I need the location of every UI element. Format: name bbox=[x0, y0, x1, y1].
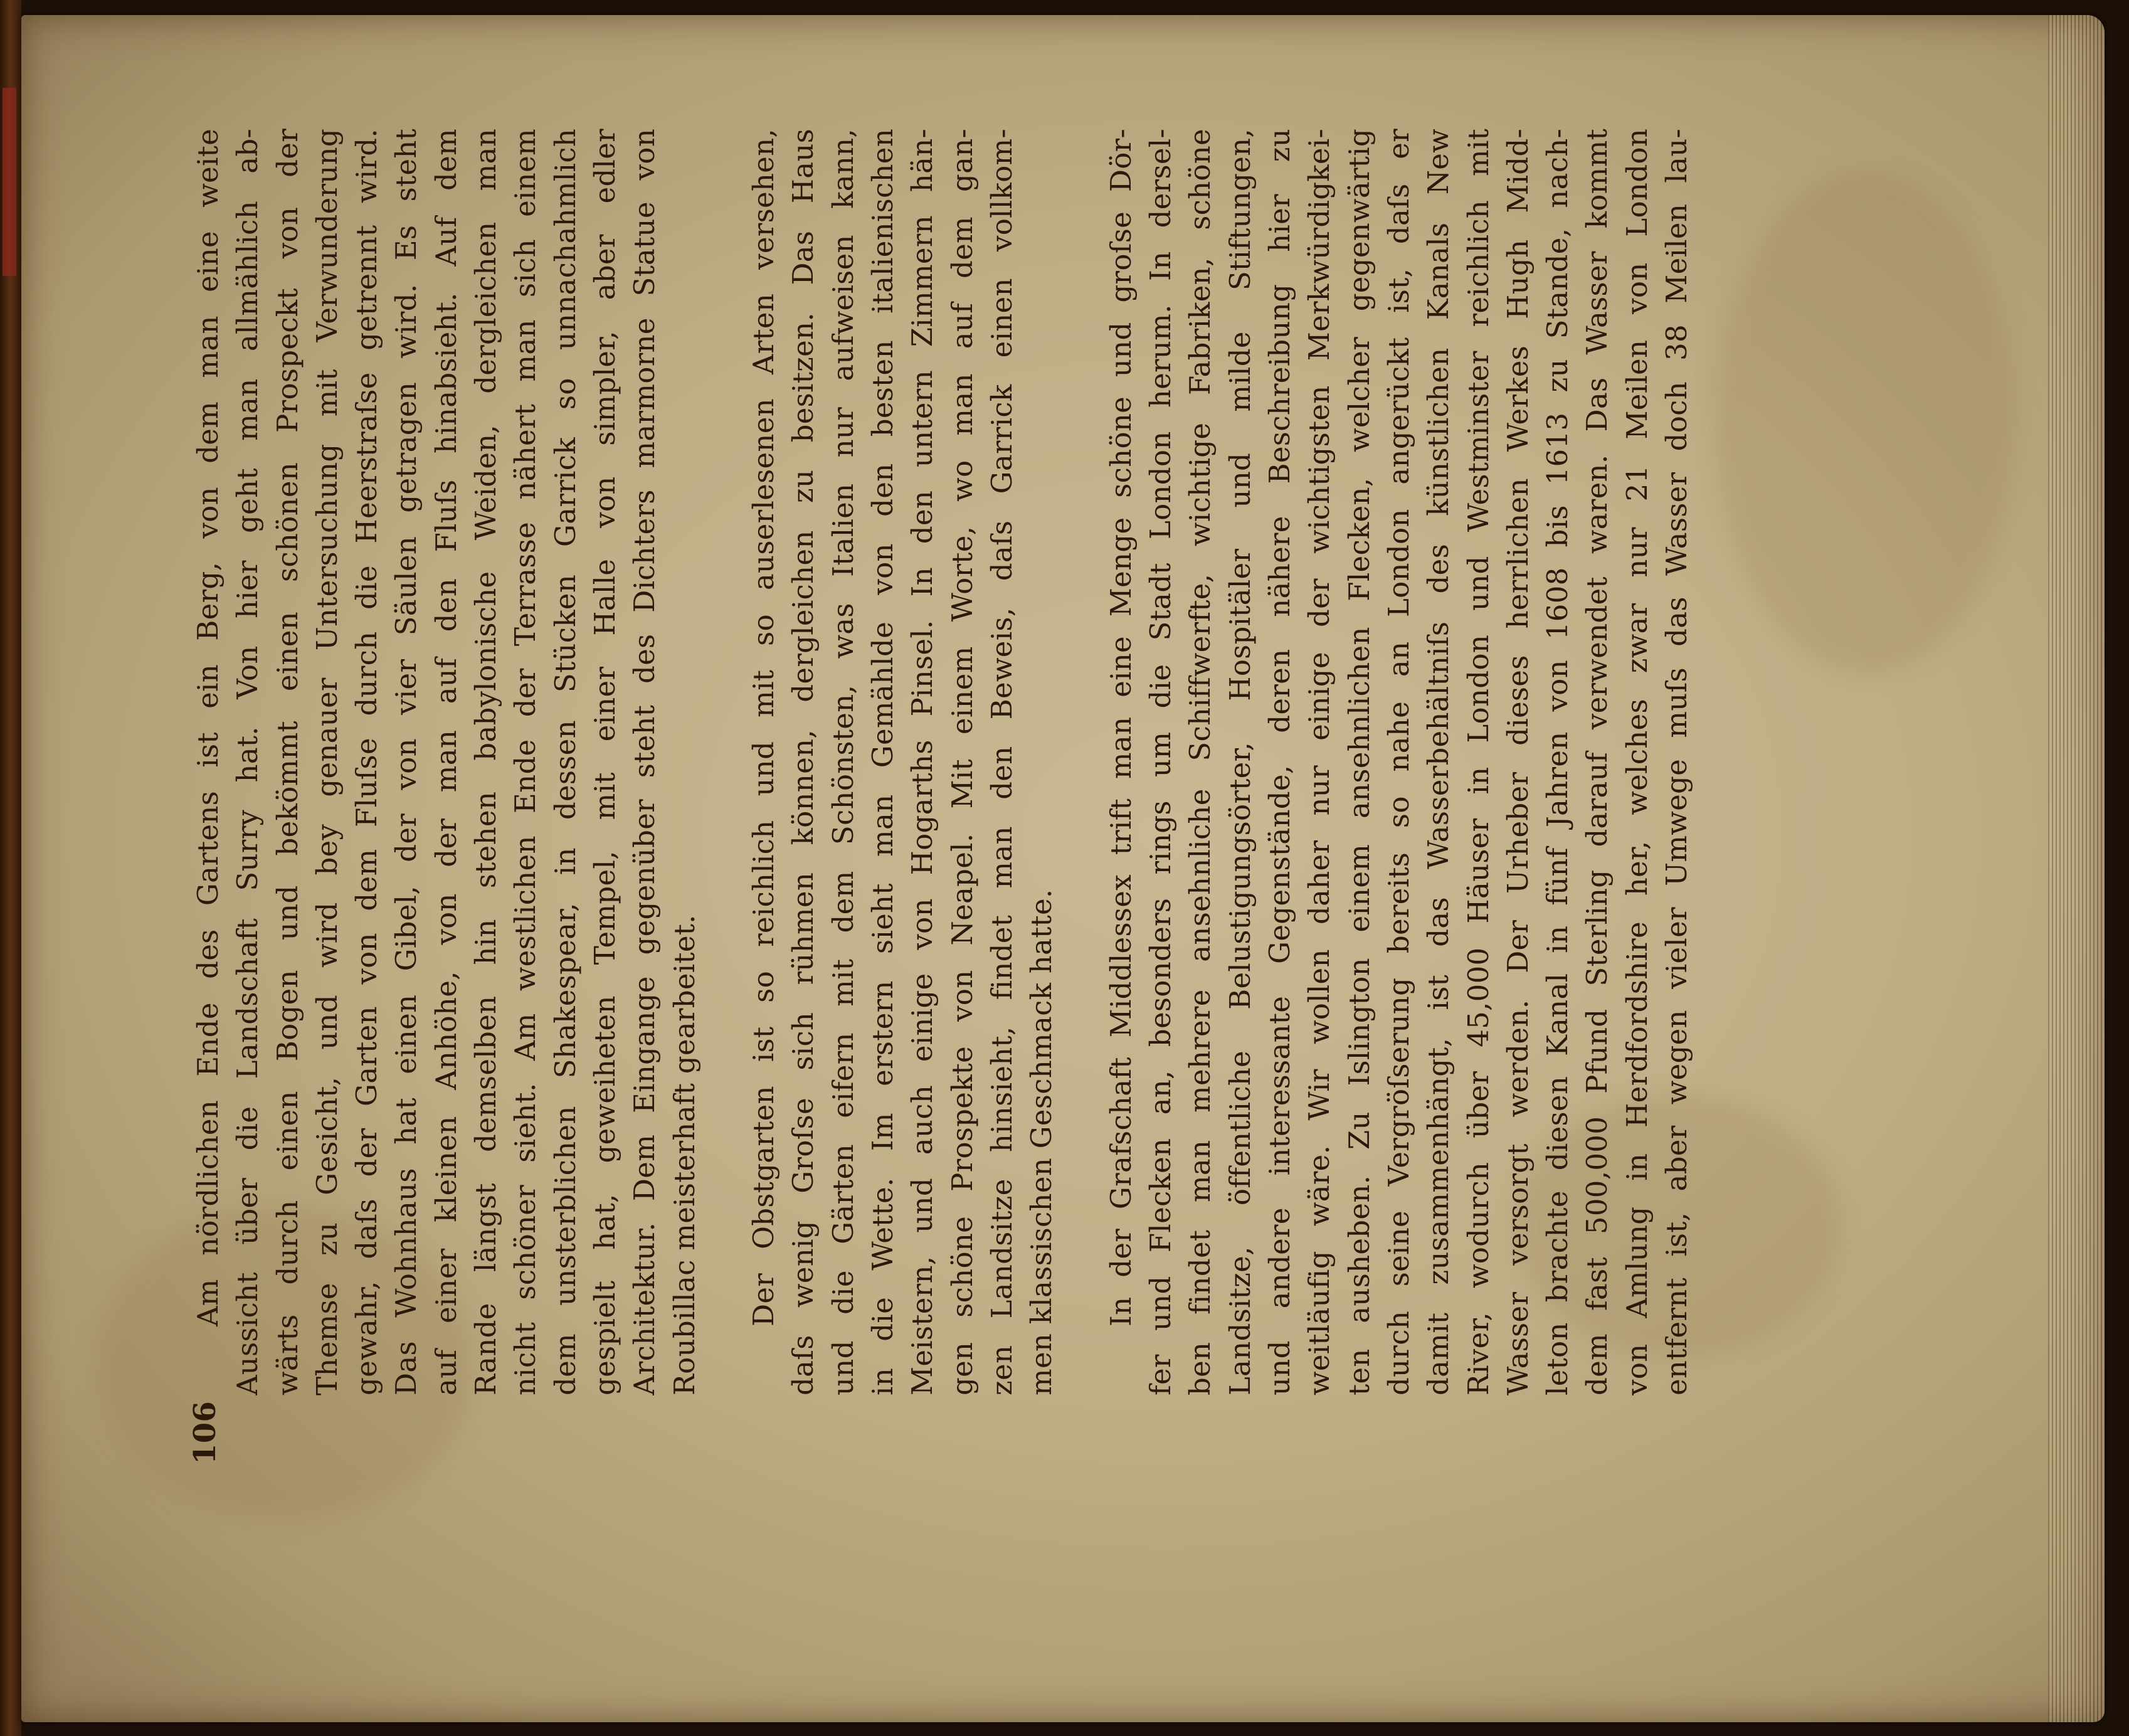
text-line: daſs wenig Groſse sich rühmen können, dergleichen zu besitzen. Das Haus bbox=[786, 129, 820, 1395]
text-line: Meistern, und auch einige von Hogarths Pinsel. In den untern Zimmern hän- bbox=[906, 129, 939, 1395]
text-line: Aussicht über die Landschaft Surry hat. Von hier geht man allmählich ab- bbox=[231, 129, 265, 1395]
paragraph bbox=[1101, 129, 1696, 1395]
text-line: und andere interessante Gegenstände, deren nähere Beschreibung hier zu bbox=[1263, 129, 1297, 1395]
text-line: dem fast 500,000 Pfund Sterling darauf verwendet waren. Das Wasser kommt bbox=[1580, 129, 1614, 1395]
text-line: und die Gärten eifern mit dem Schönsten, was Italien nur aufweisen kann, bbox=[826, 129, 860, 1395]
rotated-text-block bbox=[188, 129, 1756, 1464]
text-line: Das Wohnhaus hat einen Gibel, der von vier Säulen getragen wird. Es steht bbox=[389, 129, 423, 1395]
text-line: Am nördlichen Ende des Gartens ist ein Berg, von dem man eine weite bbox=[191, 129, 225, 1326]
text-line: durch seine Vergröſserung bereits so nahe an London angerückt ist, daſs er bbox=[1381, 129, 1415, 1395]
paragraph-gap bbox=[704, 129, 744, 1395]
text-line: Architektur. Dem Eingange gegenüber steht des Dichters marmorne Statue von bbox=[628, 129, 662, 1395]
text-line: Wasser versorgt werden. Der Urheber dieses herrlichen Werkes Hugh Midd- bbox=[1501, 129, 1535, 1395]
text-line: Rande längst demselben hin stehen babylonische Weiden, dergleichen man bbox=[469, 129, 503, 1395]
text-line: weitläufig wäre. Wir wollen daher nur einige der wichtigsten Merkwürdigkei- bbox=[1302, 129, 1336, 1395]
paragraphs bbox=[188, 129, 1696, 1395]
text-line: damit zusammenhängt, ist das Wasserbehältniſs des künstlichen Kanals New bbox=[1422, 129, 1455, 1395]
paragraph-gap bbox=[1062, 129, 1101, 1395]
text-line: nicht schöner sieht. Am westlichen Ende der Terrasse nähert man sich einem bbox=[509, 129, 542, 1395]
text-line: Landsitze, öffentliche Belustigungsörter, Hospitäler und milde Stiftungen, bbox=[1223, 129, 1257, 1395]
text-line: In der Grafschaft Middlessex trift man eine Menge schöne und groſse Dör- bbox=[1104, 129, 1138, 1326]
text-line: River, wodurch über 45,000 Häuser in London und Westminster reichlich mit bbox=[1461, 129, 1495, 1395]
text-line: wärts durch einen Bogen und bekömmt einen schönen Prospeckt von der bbox=[270, 129, 304, 1395]
text-line: Themse zu Gesicht, und wird bey genauer Untersuchung mit Verwunderung bbox=[310, 129, 344, 1395]
paper-stain bbox=[1714, 172, 2015, 674]
text-line: zen Landsitze hinsieht, findet man den Beweis, daſs Garrick einen vollkom- bbox=[985, 129, 1018, 1395]
text-line: men klassischen Geschmack hatte. bbox=[1025, 889, 1059, 1395]
text-line: leton brachte diesen Kanal in fünf Jahren von 1608 bis 1613 zu Stande, nach- bbox=[1541, 129, 1575, 1395]
text-line: von Amlung in Herdfordshire her, welches zwar nur 21 Meilen von London bbox=[1620, 129, 1654, 1395]
text-line: auf einer kleinen Anhöhe, von der man auf den Fluſs hinabsieht. Auf dem bbox=[429, 129, 463, 1395]
paragraph bbox=[188, 129, 704, 1395]
text-line: gen schöne Prospekte von Neapel. Mit einem Worte, wo man auf dem gan- bbox=[945, 129, 979, 1395]
text-line: fer und Flecken an, besonders rings um die Stadt London herum. In dersel- bbox=[1144, 129, 1178, 1395]
text-line: Roubillac meisterhaft gearbeitet. bbox=[667, 914, 701, 1395]
text-line: entfernt ist, aber wegen vieler Umwege muſs das Wasser doch 38 Meilen lau- bbox=[1659, 129, 1693, 1395]
page-number: 106 bbox=[188, 1400, 223, 1464]
text-line: Der Obstgarten ist so reichlich und mit so auserlesenen Arten versehen, bbox=[747, 129, 781, 1326]
text-line: gespielt hat, geweiheten Tempel, mit einer Halle von simpler, aber edler bbox=[588, 129, 621, 1395]
text-line: gewahr, daſs der Garten von dem Fluſse durch die Heerstraſse getrennt wird. bbox=[350, 129, 384, 1395]
book-binding-edge bbox=[0, 0, 21, 1736]
paragraph bbox=[744, 129, 1061, 1395]
text-line: ben findet man mehrere ansehnliche Schiffwerfte, wichtige Fabriken, schöne bbox=[1183, 129, 1217, 1395]
text-line: in die Wette. Im erstern sieht man Gemählde von den besten italienischen bbox=[866, 129, 900, 1395]
text-line: dem unsterblichen Shakespear, in dessen Stücken Garrick so unnachahmlich bbox=[548, 129, 582, 1395]
text-line: ten ausheben. Zu Islington einem ansehnlichen Flecken, welcher gegenwärtig bbox=[1342, 129, 1376, 1395]
